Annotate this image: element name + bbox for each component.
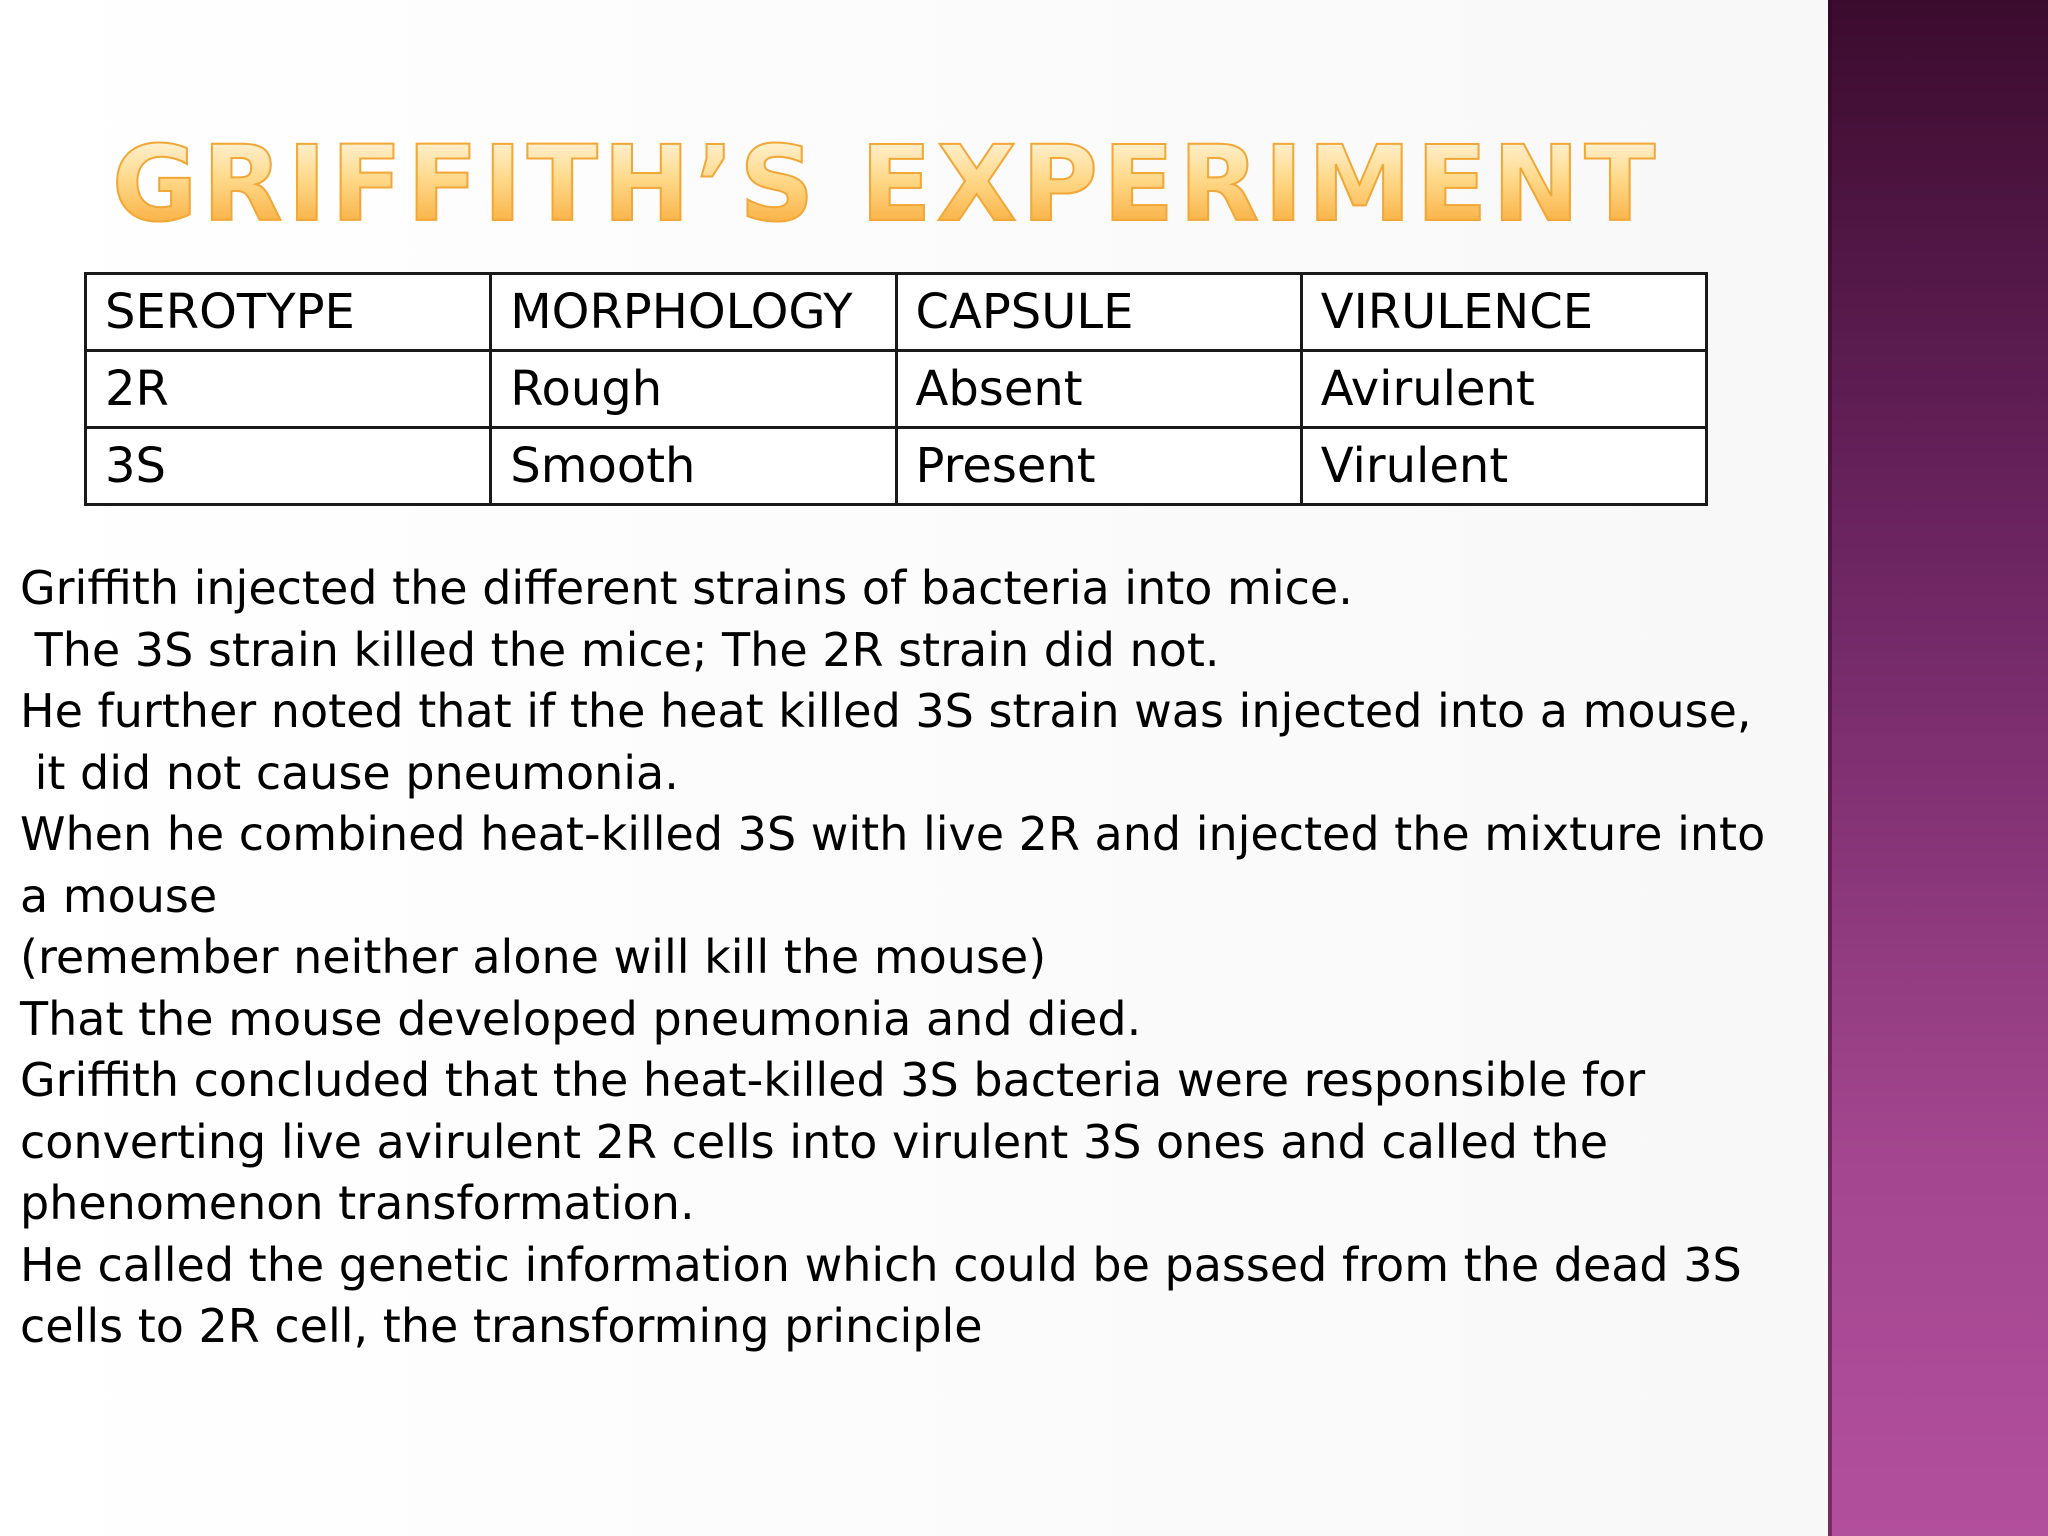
body-line: converting live avirulent 2R cells into virulent 3S ones and called the [20, 1114, 1609, 1169]
table-cell: 2R [86, 351, 491, 428]
table-header-cell: SEROTYPE [86, 274, 491, 351]
table-row [86, 351, 1707, 428]
table-cell: Avirulent [1301, 351, 1706, 428]
decorative-side-band [1828, 0, 2048, 1536]
serotype-table [84, 272, 1708, 506]
table-row [86, 428, 1707, 505]
body-line: a mouse [20, 868, 218, 923]
body-line: That the mouse developed pneumonia and died. [20, 991, 1142, 1046]
body-line: Griffith injected the different strains of bacteria into mice. [20, 561, 1353, 615]
body-line: (remember neither alone will kill the mouse) [20, 930, 1047, 984]
table-header-cell: MORPHOLOGY [491, 274, 896, 351]
table-cell: Virulent [1301, 428, 1706, 505]
table-cell: Absent [896, 351, 1301, 428]
body-line: The 3S strain killed the mice; The 2R strain did not. [20, 622, 1220, 677]
side-band-edge [1828, 0, 1832, 1536]
table-cell: Smooth [491, 428, 896, 505]
table-cell: Rough [491, 351, 896, 428]
table-header-cell: CAPSULE [896, 274, 1301, 351]
body-line: He further noted that if the heat killed 3S strain was injected into a mouse, [20, 684, 1752, 738]
table-cell: 3S [86, 428, 491, 505]
body-line: phenomenon transformation. [20, 1176, 695, 1230]
body-line: When he combined heat-killed 3S with live 2R and injected the mixture into [20, 807, 1766, 861]
table-header-row [86, 274, 1707, 351]
slide-title: GRIFFITH’S EXPERIMENT [112, 123, 1661, 245]
body-line: He called the genetic information which could be passed from the dead 3S [20, 1237, 1742, 1292]
body-line: Griffith concluded that the heat-killed 3S bacteria were responsible for [20, 1053, 1646, 1107]
table-cell: Present [896, 428, 1301, 505]
table-header-cell: VIRULENCE [1301, 274, 1706, 351]
body-line: cells to 2R cell, the transforming principle [20, 1299, 983, 1353]
body-text [20, 558, 1810, 1358]
body-line: it did not cause pneumonia. [20, 745, 679, 800]
